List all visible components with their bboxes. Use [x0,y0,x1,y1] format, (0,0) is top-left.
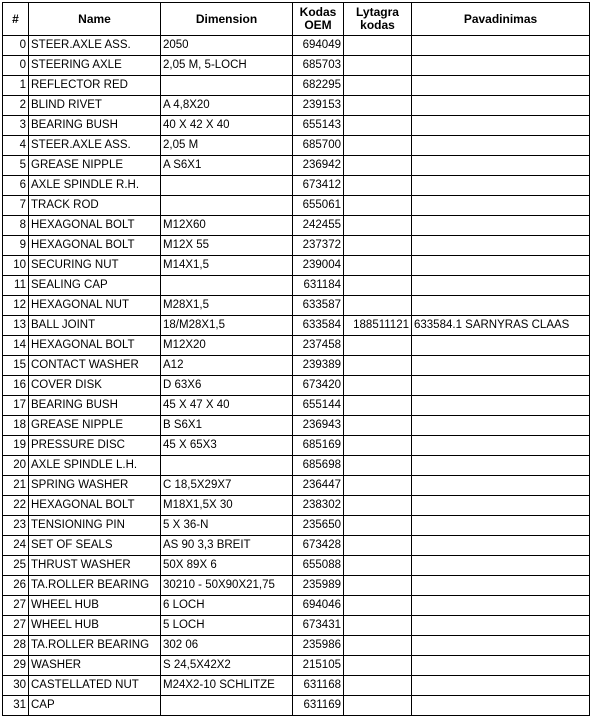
cell-name: TENSIONING PIN [29,516,161,536]
cell-num: 26 [3,576,29,596]
table-row [3,56,590,76]
cell-name: SEALING CAP [29,276,161,296]
cell-oem: 631184 [293,276,344,296]
cell-oem: 235650 [293,516,344,536]
table-row [3,296,590,316]
cell-num: 30 [3,676,29,696]
cell-num: 24 [3,536,29,556]
cell-pavadinimas [412,36,590,56]
cell-dimension: 45 X 47 X 40 [161,396,293,416]
cell-dimension [161,76,293,96]
cell-lytagra [344,276,412,296]
cell-pavadinimas [412,596,590,616]
cell-pavadinimas [412,676,590,696]
column-header-lytagra: Lytagra kodas [344,3,412,36]
cell-pavadinimas [412,636,590,656]
cell-lytagra [344,116,412,136]
column-header-oem: Kodas OEM [293,3,344,36]
cell-pavadinimas [412,376,590,396]
table-row [3,236,590,256]
table-row [3,556,590,576]
cell-dimension [161,196,293,216]
cell-oem: 239389 [293,356,344,376]
table-row [3,536,590,556]
cell-name: TRACK ROD [29,196,161,216]
cell-pavadinimas [412,456,590,476]
cell-lytagra [344,516,412,536]
cell-pavadinimas [412,416,590,436]
table-row [3,96,590,116]
cell-name: CAP [29,696,161,716]
cell-dimension: AS 90 3,3 BREIT [161,536,293,556]
cell-oem: 673420 [293,376,344,396]
cell-dimension: A S6X1 [161,156,293,176]
cell-name: AXLE SPINDLE R.H. [29,176,161,196]
cell-num: 9 [3,236,29,256]
cell-lytagra [344,456,412,476]
table-row [3,676,590,696]
table-row [3,76,590,96]
cell-oem: 633587 [293,296,344,316]
cell-pavadinimas [412,156,590,176]
cell-num: 2 [3,96,29,116]
table-row [3,596,590,616]
cell-lytagra [344,396,412,416]
cell-dimension: C 18,5X29X7 [161,476,293,496]
cell-lytagra [344,196,412,216]
cell-oem: 685169 [293,436,344,456]
cell-name: BEARING BUSH [29,116,161,136]
cell-oem: 242455 [293,216,344,236]
cell-name: REFLECTOR RED [29,76,161,96]
table-row [3,316,590,336]
cell-lytagra [344,676,412,696]
cell-dimension: 50X 89X 6 [161,556,293,576]
cell-pavadinimas [412,516,590,536]
cell-name: WHEEL HUB [29,596,161,616]
table-row [3,216,590,236]
cell-num: 23 [3,516,29,536]
cell-oem: 238302 [293,496,344,516]
cell-lytagra [344,436,412,456]
cell-dimension: 45 X 65X3 [161,436,293,456]
column-header-num: # [3,3,29,36]
cell-num: 22 [3,496,29,516]
cell-oem: 694046 [293,596,344,616]
cell-lytagra: 188511121 [344,316,412,336]
cell-name: CONTACT WASHER [29,356,161,376]
cell-num: 0 [3,56,29,76]
cell-name: WASHER [29,656,161,676]
table-row [3,336,590,356]
cell-num: 11 [3,276,29,296]
cell-dimension: M12X60 [161,216,293,236]
table-row [3,116,590,136]
cell-oem: 235989 [293,576,344,596]
cell-num: 28 [3,636,29,656]
cell-lytagra [344,96,412,116]
table-row [3,496,590,516]
cell-lytagra [344,416,412,436]
cell-name: WHEEL HUB [29,616,161,636]
table-row [3,376,590,396]
table-row [3,276,590,296]
cell-pavadinimas [412,496,590,516]
cell-name: SPRING WASHER [29,476,161,496]
cell-pavadinimas [412,136,590,156]
cell-lytagra [344,356,412,376]
cell-name: GREASE NIPPLE [29,416,161,436]
cell-num: 1 [3,76,29,96]
cell-name: TA.ROLLER BEARING [29,636,161,656]
cell-name: COVER DISK [29,376,161,396]
table-row [3,256,590,276]
cell-num: 27 [3,616,29,636]
cell-num: 10 [3,256,29,276]
cell-name: SECURING NUT [29,256,161,276]
cell-name: STEER.AXLE ASS. [29,36,161,56]
cell-oem: 673428 [293,536,344,556]
cell-num: 17 [3,396,29,416]
table-row [3,616,590,636]
cell-pavadinimas [412,216,590,236]
cell-pavadinimas [412,256,590,276]
cell-oem: 631169 [293,696,344,716]
cell-name: BALL JOINT [29,316,161,336]
cell-oem: 694049 [293,36,344,56]
cell-pavadinimas [412,276,590,296]
cell-lytagra [344,136,412,156]
cell-dimension: S 24,5X42X2 [161,656,293,676]
cell-pavadinimas [412,56,590,76]
cell-dimension [161,456,293,476]
cell-pavadinimas [412,296,590,316]
cell-pavadinimas [412,656,590,676]
cell-pavadinimas [412,176,590,196]
cell-oem: 236447 [293,476,344,496]
cell-pavadinimas [412,556,590,576]
cell-lytagra [344,336,412,356]
cell-oem: 215105 [293,656,344,676]
cell-name: GREASE NIPPLE [29,156,161,176]
cell-pavadinimas [412,616,590,636]
cell-lytagra [344,696,412,716]
cell-num: 6 [3,176,29,196]
cell-oem: 631168 [293,676,344,696]
cell-dimension: M18X1,5X 30 [161,496,293,516]
table-row [3,196,590,216]
cell-pavadinimas [412,576,590,596]
cell-num: 8 [3,216,29,236]
cell-num: 5 [3,156,29,176]
cell-pavadinimas: 633584.1 SARNYRAS CLAAS [412,316,590,336]
cell-num: 18 [3,416,29,436]
table-row [3,576,590,596]
table-row [3,456,590,476]
cell-lytagra [344,616,412,636]
cell-num: 14 [3,336,29,356]
header-row [3,3,590,36]
cell-pavadinimas [412,536,590,556]
cell-pavadinimas [412,436,590,456]
cell-oem: 673412 [293,176,344,196]
cell-dimension [161,696,293,716]
cell-dimension: 40 X 42 X 40 [161,116,293,136]
cell-lytagra [344,216,412,236]
cell-oem: 633584 [293,316,344,336]
cell-dimension [161,176,293,196]
cell-num: 7 [3,196,29,216]
table-row [3,696,590,716]
cell-oem: 655144 [293,396,344,416]
cell-name: HEXAGONAL BOLT [29,336,161,356]
cell-lytagra [344,236,412,256]
cell-num: 25 [3,556,29,576]
cell-oem: 655088 [293,556,344,576]
cell-oem: 237372 [293,236,344,256]
cell-lytagra [344,636,412,656]
cell-num: 19 [3,436,29,456]
table-row [3,136,590,156]
cell-oem: 239153 [293,96,344,116]
cell-lytagra [344,76,412,96]
cell-dimension: M12X20 [161,336,293,356]
cell-oem: 685698 [293,456,344,476]
table-row [3,636,590,656]
cell-dimension: 18/M28X1,5 [161,316,293,336]
cell-num: 20 [3,456,29,476]
cell-name: AXLE SPINDLE L.H. [29,456,161,476]
cell-pavadinimas [412,76,590,96]
table-row [3,156,590,176]
cell-oem: 685703 [293,56,344,76]
column-header-pavadinimas: Pavadinimas [412,3,590,36]
cell-dimension: M24X2-10 SCHLITZE [161,676,293,696]
cell-dimension: M14X1,5 [161,256,293,276]
cell-lytagra [344,496,412,516]
cell-lytagra [344,56,412,76]
cell-num: 15 [3,356,29,376]
cell-dimension: D 63X6 [161,376,293,396]
cell-name: PRESSURE DISC [29,436,161,456]
cell-name: HEXAGONAL BOLT [29,236,161,256]
table-row [3,516,590,536]
cell-num: 27 [3,596,29,616]
cell-name: THRUST WASHER [29,556,161,576]
cell-lytagra [344,376,412,396]
cell-pavadinimas [412,96,590,116]
cell-lytagra [344,156,412,176]
cell-dimension: A12 [161,356,293,376]
cell-name: HEXAGONAL NUT [29,296,161,316]
cell-num: 3 [3,116,29,136]
cell-pavadinimas [412,396,590,416]
cell-lytagra [344,296,412,316]
cell-pavadinimas [412,196,590,216]
column-header-name: Name [29,3,161,36]
cell-pavadinimas [412,476,590,496]
cell-num: 31 [3,696,29,716]
cell-lytagra [344,536,412,556]
cell-pavadinimas [412,336,590,356]
cell-num: 12 [3,296,29,316]
table-row [3,436,590,456]
cell-dimension: 2050 [161,36,293,56]
cell-name: HEXAGONAL BOLT [29,496,161,516]
table-row [3,36,590,56]
cell-name: HEXAGONAL BOLT [29,216,161,236]
cell-name: CASTELLATED NUT [29,676,161,696]
cell-dimension [161,276,293,296]
cell-name: STEERING AXLE [29,56,161,76]
cell-dimension: 2,05 M [161,136,293,156]
column-header-dimension: Dimension [161,3,293,36]
cell-pavadinimas [412,116,590,136]
cell-lytagra [344,36,412,56]
cell-lytagra [344,576,412,596]
cell-dimension: M28X1,5 [161,296,293,316]
cell-dimension: 6 LOCH [161,596,293,616]
cell-dimension: M12X 55 [161,236,293,256]
table-row [3,656,590,676]
cell-lytagra [344,556,412,576]
cell-num: 13 [3,316,29,336]
cell-oem: 237458 [293,336,344,356]
cell-name: TA.ROLLER BEARING [29,576,161,596]
cell-num: 29 [3,656,29,676]
cell-name: BLIND RIVET [29,96,161,116]
table-row [3,416,590,436]
cell-dimension: A 4,8X20 [161,96,293,116]
cell-lytagra [344,596,412,616]
cell-oem: 655061 [293,196,344,216]
table-body [3,36,590,716]
cell-lytagra [344,476,412,496]
cell-dimension: 30210 - 50X90X21,75 [161,576,293,596]
cell-num: 0 [3,36,29,56]
cell-num: 16 [3,376,29,396]
table-row [3,176,590,196]
cell-dimension: 5 X 36-N [161,516,293,536]
cell-lytagra [344,256,412,276]
table-row [3,356,590,376]
cell-oem: 236942 [293,156,344,176]
cell-name: SET OF SEALS [29,536,161,556]
cell-num: 4 [3,136,29,156]
cell-oem: 685700 [293,136,344,156]
cell-dimension: 302 06 [161,636,293,656]
cell-oem: 236943 [293,416,344,436]
cell-num: 21 [3,476,29,496]
cell-oem: 239004 [293,256,344,276]
cell-dimension: 2,05 M, 5-LOCH [161,56,293,76]
table-row [3,396,590,416]
cell-pavadinimas [412,356,590,376]
cell-pavadinimas [412,236,590,256]
cell-oem: 655143 [293,116,344,136]
cell-dimension: B S6X1 [161,416,293,436]
cell-lytagra [344,176,412,196]
parts-table [2,2,590,716]
cell-oem: 673431 [293,616,344,636]
cell-name: BEARING BUSH [29,396,161,416]
cell-dimension: 5 LOCH [161,616,293,636]
cell-oem: 682295 [293,76,344,96]
cell-pavadinimas [412,696,590,716]
cell-lytagra [344,656,412,676]
cell-name: STEER.AXLE ASS. [29,136,161,156]
cell-oem: 235986 [293,636,344,656]
table-row [3,476,590,496]
